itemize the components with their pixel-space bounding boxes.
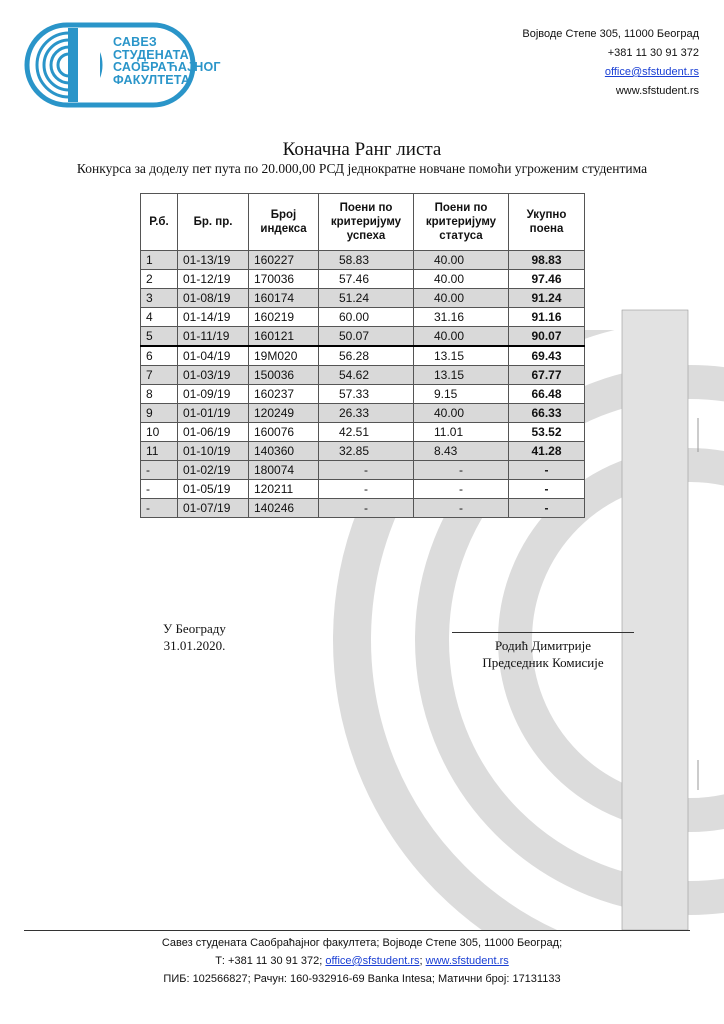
table-cell: 120211 (249, 480, 319, 499)
table-cell: 01-11/19 (178, 327, 249, 347)
table-cell: 160174 (249, 289, 319, 308)
column-header: Број индекса (249, 194, 319, 251)
table-cell: 4 (141, 308, 178, 327)
table-row (141, 327, 585, 347)
table-cell: 31.16 (414, 308, 509, 327)
column-header: Укупно поена (509, 194, 585, 251)
table-cell: 170036 (249, 270, 319, 289)
document-subtitle: Конкурса за доделу пет пута по 20.000,00 РСД једнократне новчане помоћи угроженим студентима (76, 161, 648, 176)
table-cell: 26.33 (319, 404, 414, 423)
ranking-table (140, 193, 585, 518)
column-header: Поени по критеријуму статуса (414, 194, 509, 251)
table-cell: - (509, 480, 585, 499)
table-cell: 01-07/19 (178, 499, 249, 518)
table-cell: 53.52 (509, 423, 585, 442)
table-row (141, 480, 585, 499)
table-cell: 97.46 (509, 270, 585, 289)
contact-address: Војводе Степе 305, 11000 Београд (522, 28, 699, 40)
table-row (141, 499, 585, 518)
table-cell: 01-04/19 (178, 346, 249, 366)
table-cell: - (509, 461, 585, 480)
table-cell: 3 (141, 289, 178, 308)
table-cell: 66.48 (509, 385, 585, 404)
table-cell: 90.07 (509, 327, 585, 347)
table-cell: - (141, 499, 178, 518)
table-cell: 8 (141, 385, 178, 404)
table-row (141, 289, 585, 308)
footer-line-3: ПИБ: 102566827; Рачун: 160-932916-69 Banka Intesa; Матични број: 17131133 (163, 973, 561, 985)
table-cell: 01-09/19 (178, 385, 249, 404)
contact-block (522, 25, 699, 101)
table-row (141, 461, 585, 480)
table-cell: 58.83 (319, 251, 414, 270)
signature-block (452, 637, 634, 671)
logo-line: ФАКУЛТЕТА (113, 72, 191, 87)
signer-role: Председник Комисије (482, 655, 604, 670)
table-cell: 98.83 (509, 251, 585, 270)
column-header: Р.б. (141, 194, 178, 251)
table-cell: 10 (141, 423, 178, 442)
table-cell: 01-02/19 (178, 461, 249, 480)
table-cell: - (319, 499, 414, 518)
logo-text (113, 36, 221, 86)
footer (0, 934, 724, 988)
table-cell: 01-08/19 (178, 289, 249, 308)
table-row (141, 270, 585, 289)
table-cell: 40.00 (414, 251, 509, 270)
table-cell: 11 (141, 442, 178, 461)
table-cell: 66.33 (509, 404, 585, 423)
contact-phone: +381 11 30 91 372 (607, 47, 699, 59)
table-row (141, 251, 585, 270)
table-cell: 91.24 (509, 289, 585, 308)
logo-line: СТУДЕНАТА (113, 47, 189, 62)
table-cell: - (319, 461, 414, 480)
table-cell: 51.24 (319, 289, 414, 308)
table-cell: 54.62 (319, 366, 414, 385)
table-cell: 120249 (249, 404, 319, 423)
table-cell: 160219 (249, 308, 319, 327)
table-cell: 01-12/19 (178, 270, 249, 289)
table-cell: 13.15 (414, 366, 509, 385)
signer-name: Родић Димитрије (494, 638, 592, 653)
table-cell: 01-01/19 (178, 404, 249, 423)
table-cell: 160076 (249, 423, 319, 442)
table-cell: 41.28 (509, 442, 585, 461)
table-cell: 11.01 (414, 423, 509, 442)
contact-web: www.sfstudent.rs (615, 85, 699, 97)
table-cell: 67.77 (509, 366, 585, 385)
table-header-row (141, 194, 585, 251)
table-cell: 01-03/19 (178, 366, 249, 385)
footer-line-1: Савез студената Саобраћајног факултета; Војводе Степе 305, 11000 Београд; (161, 937, 563, 949)
table-cell: 180074 (249, 461, 319, 480)
table-row (141, 385, 585, 404)
footer-email-link[interactable]: office@sfstudent.rs (325, 955, 420, 967)
table-cell: 160121 (249, 327, 319, 347)
table-cell: - (141, 461, 178, 480)
table-cell: 5 (141, 327, 178, 347)
table-row (141, 346, 585, 366)
table-row (141, 442, 585, 461)
table-body (141, 251, 585, 518)
footer-divider (24, 930, 690, 931)
table-cell: - (414, 499, 509, 518)
table-cell: 69.43 (509, 346, 585, 366)
table-cell: 160227 (249, 251, 319, 270)
column-header: Бр. пр. (178, 194, 249, 251)
table-cell: - (141, 480, 178, 499)
table-cell: 40.00 (414, 327, 509, 347)
table-cell: 60.00 (319, 308, 414, 327)
logo-line: САВЕЗ (113, 35, 157, 49)
table-cell: - (414, 461, 509, 480)
table-cell: 19M020 (249, 346, 319, 366)
table-cell: 9 (141, 404, 178, 423)
table-cell: 01-06/19 (178, 423, 249, 442)
table-cell: 40.00 (414, 270, 509, 289)
footer-separator: ; (419, 955, 426, 967)
table-cell: 40.00 (414, 404, 509, 423)
table-cell: 32.85 (319, 442, 414, 461)
table-cell: 56.28 (319, 346, 414, 366)
table-row (141, 308, 585, 327)
table-cell: 01-14/19 (178, 308, 249, 327)
column-header: Поени по критеријуму успеха (319, 194, 414, 251)
logo-line: САОБРАЋАЈНОГ (113, 60, 221, 74)
table-cell: 57.46 (319, 270, 414, 289)
table-cell: 160237 (249, 385, 319, 404)
table-cell: - (319, 480, 414, 499)
footer-line-2 (0, 952, 724, 970)
place-city: У Београду (163, 621, 226, 636)
table-cell: 50.07 (319, 327, 414, 347)
table-cell: 7 (141, 366, 178, 385)
table-cell: 40.00 (414, 289, 509, 308)
table-cell: 6 (141, 346, 178, 366)
organization-logo (24, 22, 221, 108)
table-cell: 9.15 (414, 385, 509, 404)
table-row (141, 366, 585, 385)
contact-email-link[interactable]: office@sfstudent.rs (604, 66, 699, 78)
table-cell: 1 (141, 251, 178, 270)
table-cell: - (509, 499, 585, 518)
table-cell: 57.33 (319, 385, 414, 404)
table-cell: 01-05/19 (178, 480, 249, 499)
table-cell: 01-13/19 (178, 251, 249, 270)
signature-line (452, 632, 634, 633)
table-cell: 140360 (249, 442, 319, 461)
place-date: 31.01.2020. (163, 638, 226, 653)
table-cell: 140246 (249, 499, 319, 518)
table-row (141, 404, 585, 423)
footer-web-link[interactable]: www.sfstudent.rs (425, 955, 509, 967)
table-row (141, 423, 585, 442)
table-cell: 13.15 (414, 346, 509, 366)
table-cell: 8.43 (414, 442, 509, 461)
table-cell: - (414, 480, 509, 499)
table-cell: 42.51 (319, 423, 414, 442)
table-cell: 01-10/19 (178, 442, 249, 461)
footer-phone: Т: +381 11 30 91 372; (215, 955, 326, 967)
table-cell: 91.16 (509, 308, 585, 327)
table-cell: 150036 (249, 366, 319, 385)
place-date-block (163, 620, 226, 654)
document-title: Коначна Ранг листа (282, 139, 442, 160)
table-cell: 2 (141, 270, 178, 289)
